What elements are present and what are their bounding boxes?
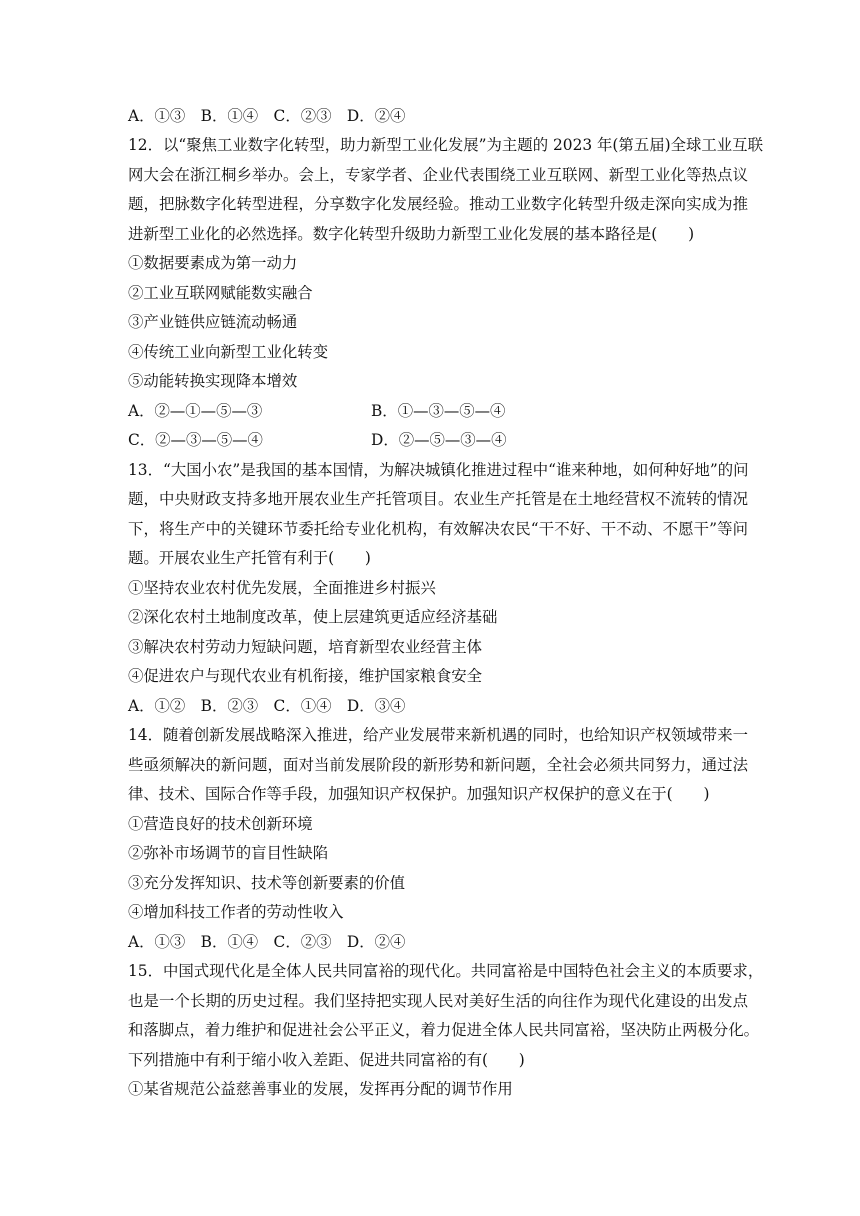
q15-stem-line-2: 也是一个长期的历史过程。我们坚持把实现人民对美好生活的向往作为现代化建设的出发点 bbox=[128, 992, 748, 1010]
q12-option-a: A．②—①—⑤—③ bbox=[128, 402, 263, 420]
q14-item-1: ①营造良好的技术创新环境 bbox=[128, 815, 313, 833]
q14-stem-line-1: 14．随着创新发展战略深入推进，给产业发展带来新机遇的同时，也给知识产权领域带来一 bbox=[128, 726, 748, 744]
q12-stem-line-2: 网大会在浙江桐乡举办。会上，专家学者、企业代表围绕工业互联网、新型工业化等热点议 bbox=[128, 166, 748, 184]
q12-item-3: ③产业链供应链流动畅通 bbox=[128, 313, 298, 331]
q12-option-d: D．②—⑤—③—④ bbox=[371, 431, 507, 449]
q12-options-row-1 bbox=[128, 396, 748, 426]
q15-stem-line-3: 和落脚点，着力维护和促进社会公平正义，着力促进全体人民共同富裕，坚决防止两极分化。 bbox=[128, 1021, 760, 1039]
q11-answer-options: A．①③ B．①④ C．②③ D．②④ bbox=[128, 107, 406, 125]
q12-item-1: ①数据要素成为第一动力 bbox=[128, 254, 298, 272]
q13-stem-line-1: 13．“大国小农”是我国的基本国情，为解决城镇化推进过程中“谁来种地，如何种好地”的问 bbox=[128, 461, 749, 479]
q13-item-2: ②深化农村土地制度改革，使上层建筑更适应经济基础 bbox=[128, 608, 498, 626]
q14-item-3: ③充分发挥知识、技术等创新要素的价值 bbox=[128, 874, 406, 892]
q14-stem-line-3: 律、技术、国际合作等手段，加强知识产权保护。加强知识产权保护的意义在于( ) bbox=[128, 785, 710, 803]
q12-stem-line-1: 12．以“聚焦工业数字化转型，助力新型工业化发展”为主题的 2023 年(第五届)全球工业互联 bbox=[128, 136, 763, 154]
q13-item-4: ④促进农户与现代农业有机衔接，维护国家粮食安全 bbox=[128, 667, 482, 685]
q12-stem-line-3: 题，把脉数字化转型进程，分享数字化发展经验。推动工业数字化转型升级走深向实成为推 bbox=[128, 195, 748, 213]
q13-item-3: ③解决农村劳动力短缺问题，培育新型农业经营主体 bbox=[128, 638, 482, 656]
q12-options-row-2 bbox=[128, 425, 748, 455]
q15-item-1: ①某省规范公益慈善事业的发展，发挥再分配的调节作用 bbox=[128, 1080, 513, 1098]
q12-option-c: C．②—③—⑤—④ bbox=[128, 431, 263, 449]
q13-stem-line-4: 题。开展农业生产托管有利于( ) bbox=[128, 549, 371, 567]
q13-stem-line-3: 下，将生产中的关键环节委托给专业化机构，有效解决农民“干不好、干不动、不愿干”等问 bbox=[128, 520, 748, 538]
q14-answer-options: A．①③ B．①④ C．②③ D．②④ bbox=[128, 933, 406, 951]
q15-stem-line-1: 15．中国式现代化是全体人民共同富裕的现代化。共同富裕是中国特色社会主义的本质要求， bbox=[128, 962, 764, 980]
q15-stem-line-4: 下列措施中有利于缩小收入差距、促进共同富裕的有( ) bbox=[128, 1051, 525, 1069]
q12-option-b: B．①—③—⑤—④ bbox=[371, 402, 506, 420]
q14-stem-line-2: 些亟须解决的新问题，面对当前发展阶段的新形势和新问题，全社会必须共同努力，通过法 bbox=[128, 756, 748, 774]
q12-stem-line-4: 进新型工业化的必然选择。数字化转型升级助力新型工业化发展的基本路径是( ) bbox=[128, 225, 695, 243]
q12-item-2: ②工业互联网赋能数实融合 bbox=[128, 284, 313, 302]
q14-item-2: ②弥补市场调节的盲目性缺陷 bbox=[128, 844, 329, 862]
q13-stem-line-2: 题，中央财政支持多地开展农业生产托管项目。农业生产托管是在土地经营权不流转的情况 bbox=[128, 490, 748, 508]
q13-answer-options: A．①② B．②③ C．①④ D．③④ bbox=[128, 697, 406, 715]
q13-item-1: ①坚持农业农村优先发展，全面推进乡村振兴 bbox=[128, 579, 436, 597]
q14-item-4: ④增加科技工作者的劳动性收入 bbox=[128, 903, 344, 921]
q12-item-4: ④传统工业向新型工业化转变 bbox=[128, 343, 329, 361]
q12-item-5: ⑤动能转换实现降本增效 bbox=[128, 372, 298, 390]
